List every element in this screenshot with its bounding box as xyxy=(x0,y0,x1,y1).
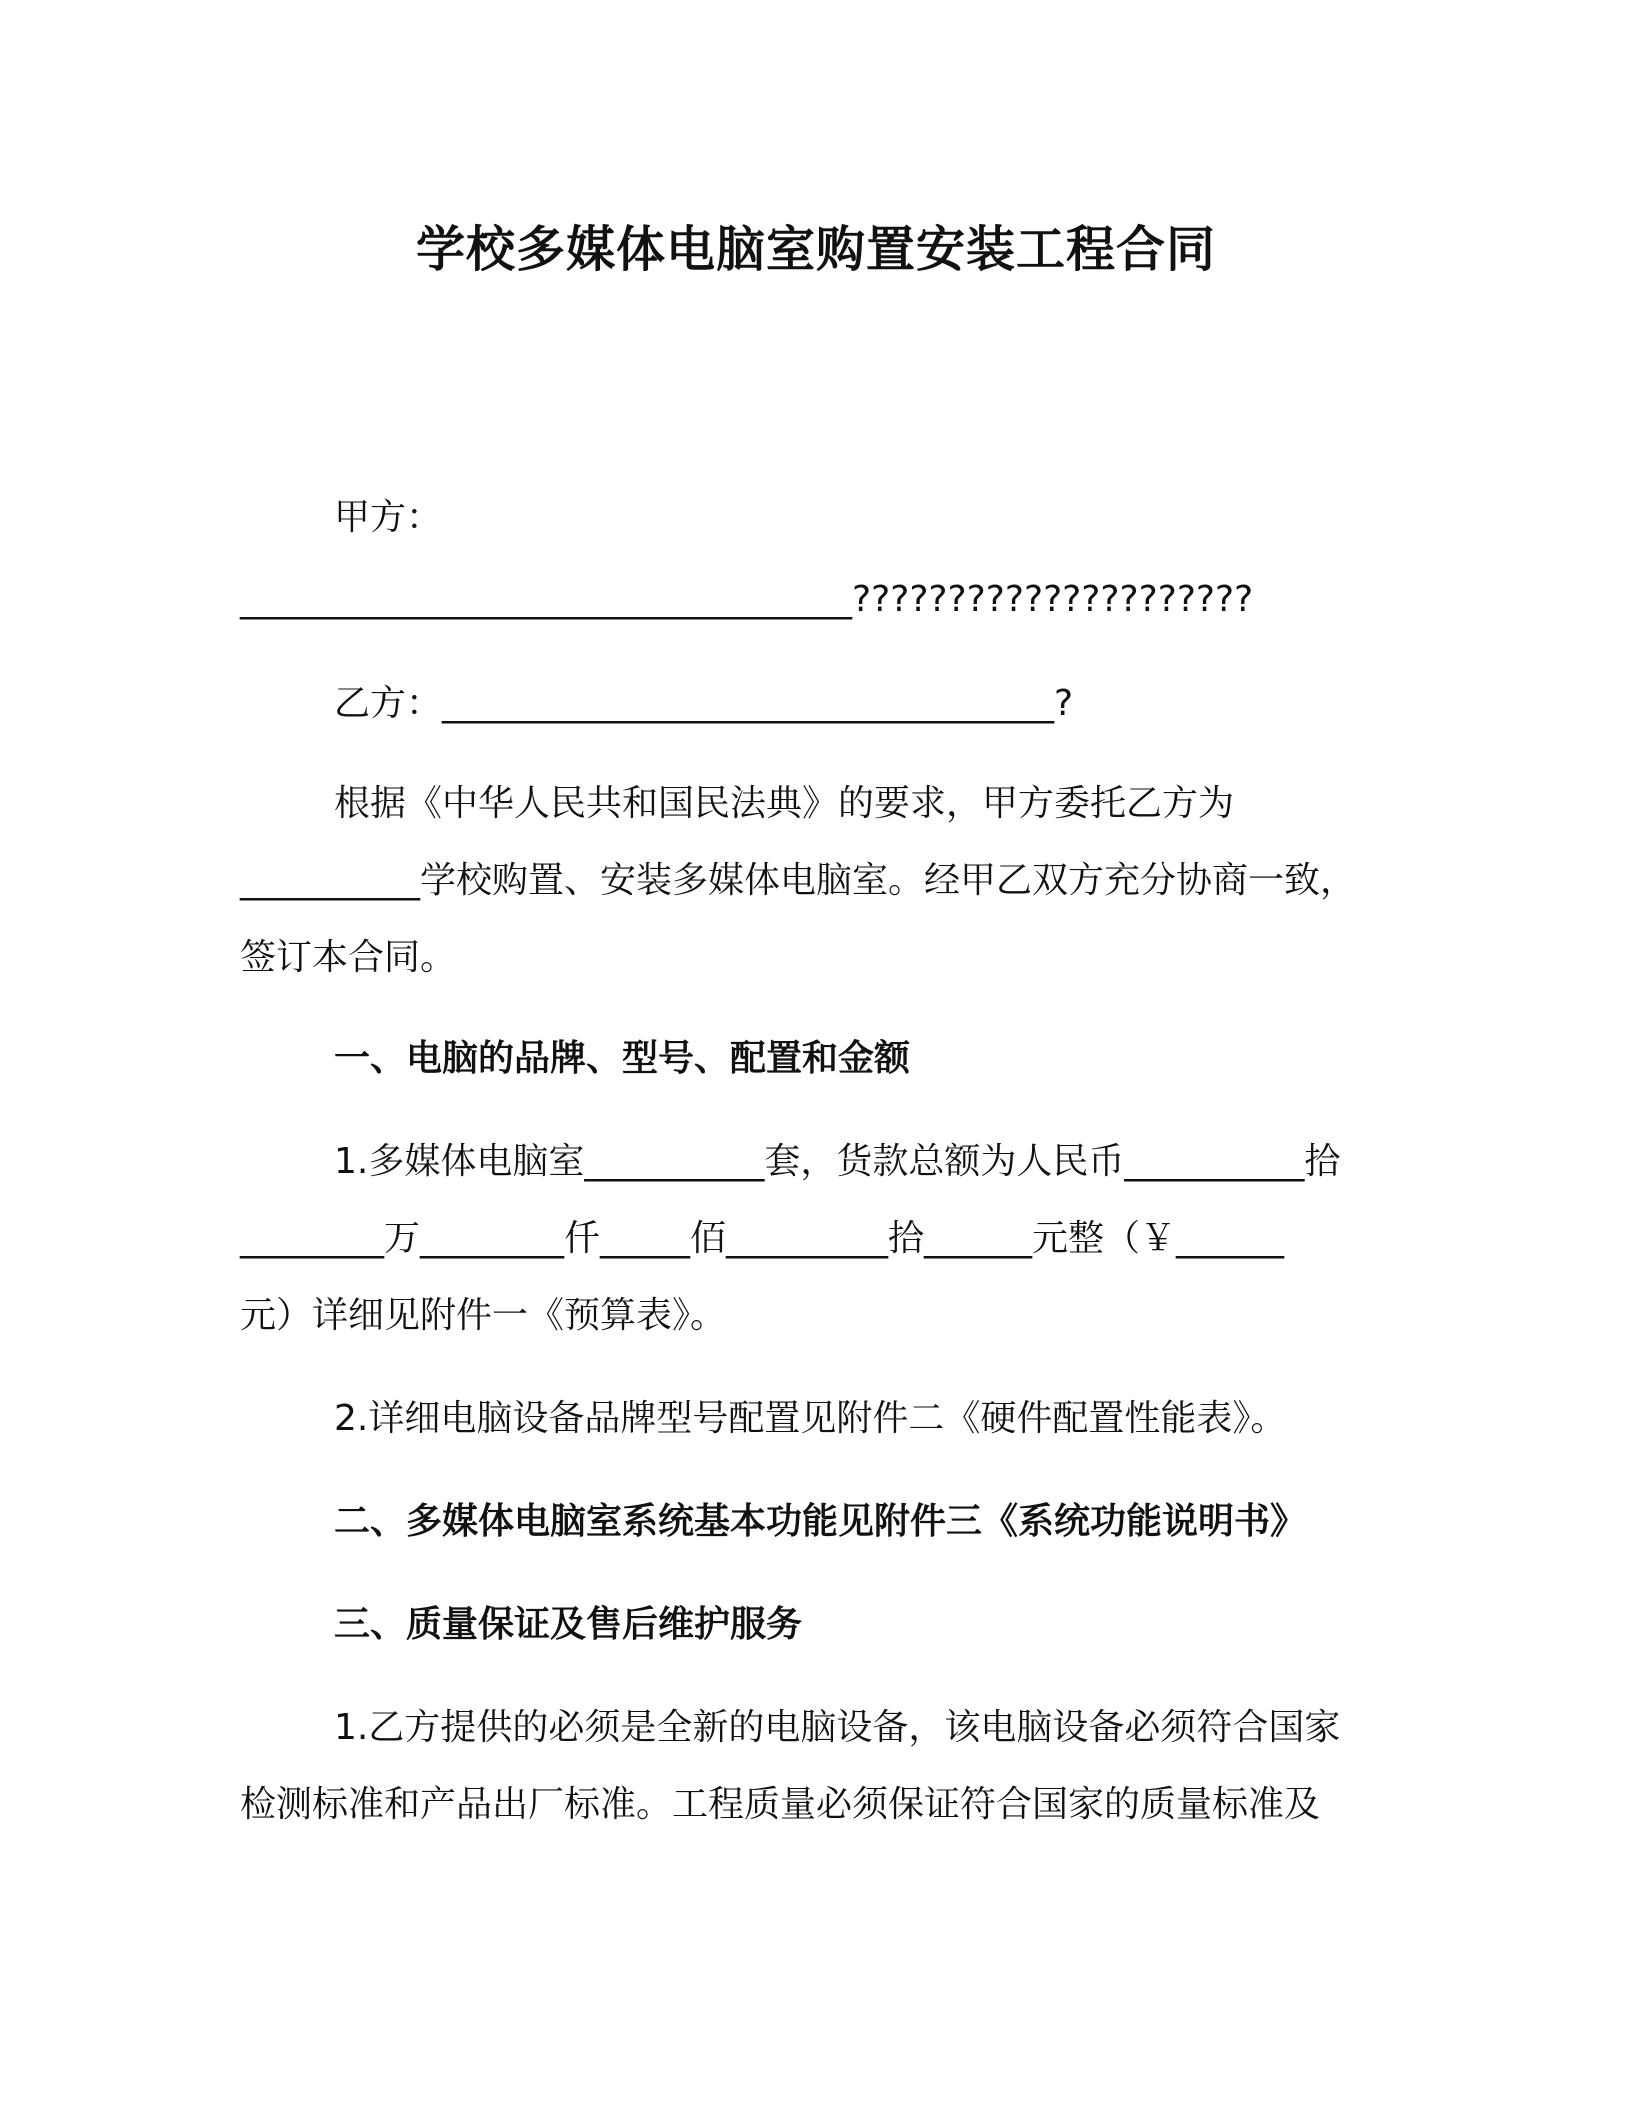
clause-3-1-line-1: 1.乙方提供的必须是全新的电脑设备，该电脑设备必须符合国家 xyxy=(334,1707,1341,1748)
section-heading-1: 一、电脑的品牌、型号、配置和金额 xyxy=(334,1038,911,1079)
party-b-line: 乙方：__________________________________? xyxy=(334,683,1074,724)
paragraph-intro-line-3: 签订本合同。 xyxy=(240,937,457,978)
paragraph-intro-line-1: 根据《中华人民共和国民法典》的要求，甲方委托乙方为 xyxy=(334,783,1235,824)
party-a-blank-line: __________________________________????????????????????? xyxy=(240,579,1254,620)
clause-1-1-line-1: 1.多媒体电脑室__________套，货款总额为人民币__________拾 xyxy=(334,1141,1341,1182)
document-title: 学校多媒体电脑室购置安装工程合同 xyxy=(415,221,1216,278)
section-heading-3: 三、质量保证及售后维护服务 xyxy=(334,1604,803,1645)
paragraph-intro-line-2: __________学校购置、安装多媒体电脑室。经甲乙双方充分协商一致， xyxy=(240,860,1357,901)
clause-1-2: 2.详细电脑设备品牌型号配置见附件二《硬件配置性能表》。 xyxy=(334,1398,1287,1439)
clause-3-1-line-2: 检测标准和产品出厂标准。工程质量必须保证符合国家的质量标准及 xyxy=(240,1784,1321,1825)
clause-1-1-line-3: 元）详细见附件一《预算表》。 xyxy=(240,1295,727,1336)
clause-1-1-line-2: ________万________仟_____佰_________拾______元整（￥______ xyxy=(240,1218,1284,1259)
section-heading-2: 二、多媒体电脑室系统基本功能见附件三《系统功能说明书》 xyxy=(334,1501,1307,1542)
party-a-label: 甲方： xyxy=(334,497,443,538)
